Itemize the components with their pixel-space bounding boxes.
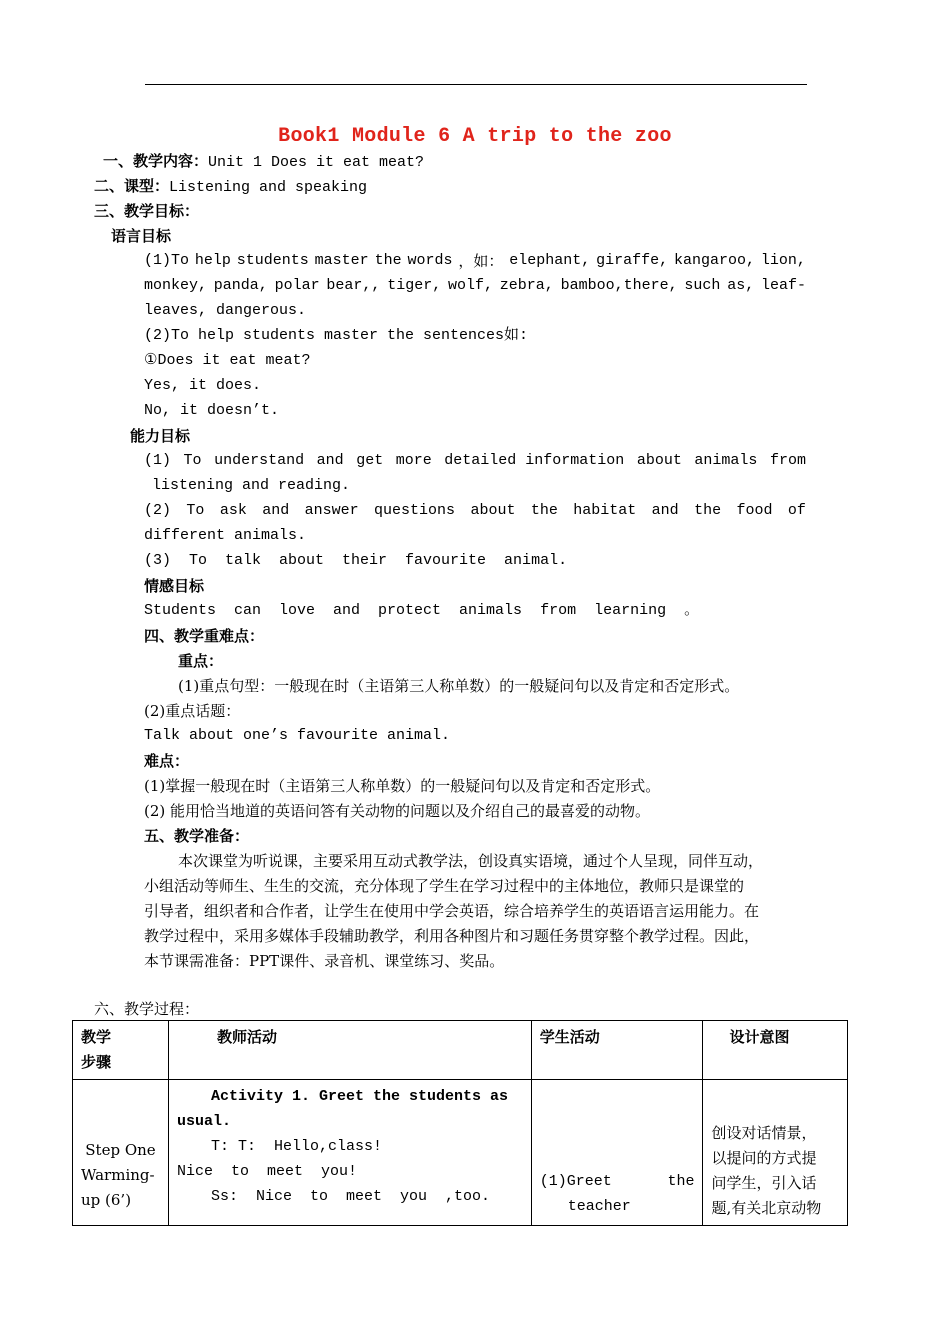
language-goal-line-1: (1)To help students master the words ，如： elephant, giraffe, kangaroo, lion, bbox=[144, 252, 806, 270]
emotion-goal-heading: 情感目标 bbox=[144, 577, 205, 595]
emotion-goal-line: Students can love and protect animals from learning 。 bbox=[144, 602, 700, 619]
section-1: 一、教学内容：Unit 1 Does it eat meat? bbox=[103, 152, 425, 171]
header-rule bbox=[145, 84, 807, 85]
key-point-3: Talk about one’s favourite animal. bbox=[144, 727, 451, 744]
prep-line-2: 小组活动等师生、生生的交流，充分体现了学生在学习过程中的主体地位，教师只是课堂的 bbox=[144, 877, 745, 895]
difficult-point-1: (1)掌握一般现在时（主语第三人称单数）的一般疑问句以及肯定和否定形式。 bbox=[144, 777, 661, 795]
key-point-1: (1)重点句型：一般现在时（主语第三人称单数）的一般疑问句以及肯定和否定形式。 bbox=[178, 677, 740, 695]
header-step: 教学 步骤 bbox=[73, 1021, 169, 1080]
section-4-heading: 四、教学重难点： bbox=[144, 627, 265, 645]
prep-line-3: 引导者，组织者和合作者，让学生在使用中学会英语，综合培养学生的英语语言运用能力。在 bbox=[144, 902, 760, 920]
section-3-heading: 三、教学目标： bbox=[94, 202, 200, 220]
ability-goal-line-4: different animals. bbox=[144, 527, 307, 544]
header-student-activity: 学生活动 bbox=[531, 1021, 703, 1080]
student-activity-cell: (1)Greet the teacher bbox=[531, 1080, 703, 1226]
header-design-intent: 设计意图 bbox=[703, 1021, 848, 1080]
language-goal-line-5: ①Does it eat meat? bbox=[144, 352, 311, 369]
language-goal-line-4: (2)To help students master the sentences如: bbox=[144, 327, 529, 344]
teacher-activity-cell: Activity 1. Greet the students as usual. T: T: Hello,class! Nice to meet you! Ss: Nice to meet you ,too. bbox=[168, 1080, 531, 1226]
prep-line-5: 本节课需准备：PPT课件、录音机、课堂练习、奖品。 bbox=[144, 952, 505, 970]
difficult-points-label: 难点： bbox=[144, 752, 190, 770]
ability-goal-heading: 能力目标 bbox=[130, 427, 191, 445]
language-goal-line-2: monkey, panda, polar bear,, tiger, wolf, zebra, bamboo,there, such as, leaf- bbox=[144, 277, 806, 294]
ability-goal-line-1: (1) To understand and get more detailed information about animals from bbox=[144, 452, 806, 469]
page-title: Book1 Module 6 A trip to the zoo bbox=[278, 125, 672, 148]
language-goal-line-7: No, it doesn’t. bbox=[144, 402, 280, 419]
prep-line-1: 本次课堂为听说课，主要采用互动式教学法，创设真实语境，通过个人呈现，同伴互动， bbox=[178, 852, 764, 870]
language-goal-line-3: leaves, dangerous. bbox=[144, 302, 307, 319]
section-6-heading: 六、教学过程： bbox=[94, 1000, 200, 1018]
language-goal-line-6: Yes, it does. bbox=[144, 377, 262, 394]
step-cell: Step One Warming- up (6’) bbox=[73, 1080, 169, 1226]
ability-goal-line-5: (3) To talk about their favourite animal. bbox=[144, 552, 568, 569]
ability-goal-line-2: listening and reading. bbox=[152, 477, 351, 494]
ability-goal-line-3: (2) To ask and answer questions about the habitat and the food of bbox=[144, 502, 806, 519]
prep-line-4: 教学过程中，采用多媒体手段辅助教学，利用各种图片和习题任务贯穿整个教学过程。因此， bbox=[144, 927, 760, 945]
table-row bbox=[73, 1080, 848, 1226]
table-header-row bbox=[73, 1021, 848, 1080]
teaching-process-table bbox=[72, 1020, 848, 1226]
difficult-point-2: (2) 能用恰当地道的英语问答有关动物的问题以及介绍自己的最喜爱的动物。 bbox=[144, 802, 651, 820]
section-2: 二、课型：Listening and speaking bbox=[94, 177, 368, 196]
key-points-label: 重点： bbox=[178, 652, 224, 670]
header-teacher-activity: 教师活动 bbox=[168, 1021, 531, 1080]
section-5-heading: 五、教学准备： bbox=[144, 827, 250, 845]
language-goal-heading: 语言目标 bbox=[111, 227, 172, 245]
design-intent-cell: 创设对话情景， 以提问的方式提 问学生，引入话 题,有关北京动物 bbox=[703, 1080, 848, 1226]
key-point-2: (2)重点话题： bbox=[144, 702, 241, 720]
